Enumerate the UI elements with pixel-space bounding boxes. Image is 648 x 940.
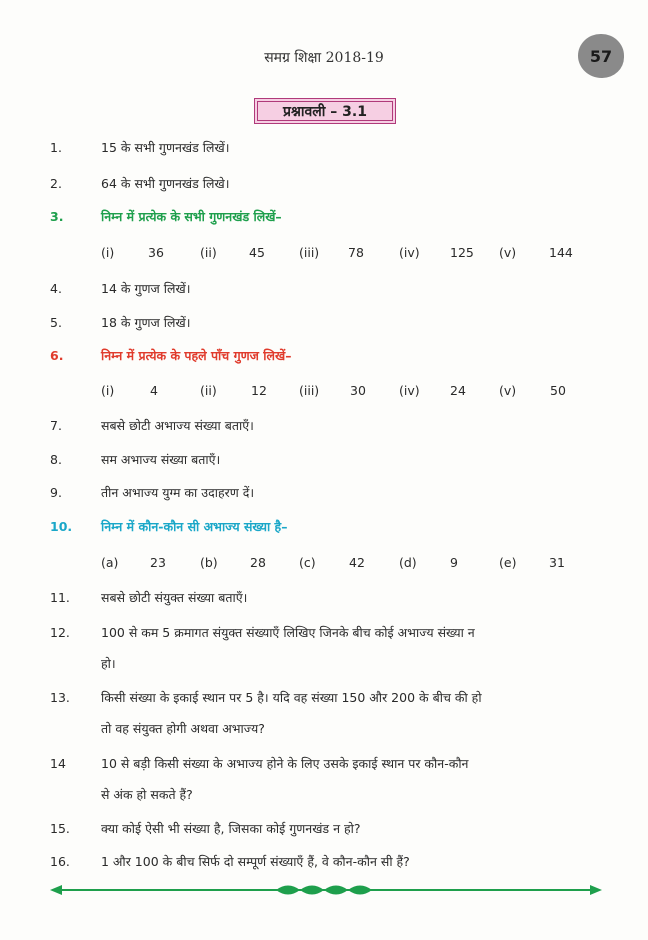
option-value: 23 [150,555,166,570]
option-value: 12 [251,383,267,398]
ornament-icon [276,886,372,895]
question-text-line-1: 100 से कम 5 क्रमागत संयुक्त संख्याएँ लिखिए जिनके बीच कोई अभाज्य संख्या न [101,625,475,640]
option-value: 144 [549,245,573,260]
option-value: 50 [550,383,566,398]
option-value: 24 [450,383,466,398]
question-text-line-2: से अंक हो सकते हैं? [101,787,193,802]
option-label: (iv) [399,245,420,260]
question-text: निम्न में कौन-कौन सी अभाज्य संख्या है– [101,519,288,534]
option-value: 45 [249,245,265,260]
option-label: (i) [101,383,115,398]
question-number: 9. [50,485,62,500]
option-label: (a) [101,555,119,570]
options-q10 [0,555,648,579]
option-label: (i) [101,245,115,260]
question-text: 64 के सभी गुणनखंड लिखे। [101,176,230,191]
question-number: 14 [50,756,66,771]
option-label: (v) [499,383,517,398]
option-value: 125 [450,245,474,260]
question-text: 14 के गुणज लिखें। [101,281,191,296]
question-text-line-1: 10 से बड़ी किसी संख्या के अभाज्य होने के लिए उसके इकाई स्थान पर कौन-कौन [101,756,469,771]
question-text-line-2: तो वह संयुक्त होगी अथवा अभाज्य? [101,721,265,736]
option-value: 42 [349,555,365,570]
question-number: 15. [50,821,70,836]
question-text: तीन अभाज्य युग्म का उदाहरण दें। [101,485,255,500]
option-value: 78 [348,245,364,260]
question-text: 15 के सभी गुणनखंड लिखें। [101,140,230,155]
question-number: 11. [50,590,70,605]
page-number-badge: 57 [578,34,624,78]
question-number: 7. [50,418,62,433]
question-text: सम अभाज्य संख्या बताएँ। [101,452,221,467]
question-number: 12. [50,625,70,640]
question-text: सबसे छोटी संयुक्त संख्या बताएँ। [101,590,248,605]
question-text: सबसे छोटी अभाज्य संख्या बताएँ। [101,418,254,433]
option-label: (ii) [200,383,217,398]
option-label: (b) [200,555,218,570]
question-text: क्या कोई ऐसी भी संख्या है, जिसका कोई गुणनखंड न हो? [101,821,361,836]
option-value: 30 [350,383,366,398]
question-number: 2. [50,176,62,191]
option-label: (v) [499,245,517,260]
option-label: (c) [299,555,316,570]
option-value: 36 [148,245,164,260]
question-number: 5. [50,315,62,330]
question-number: 4. [50,281,62,296]
question-number: 10. [50,519,73,534]
options-q6 [0,383,648,407]
option-label: (d) [399,555,417,570]
option-label: (e) [499,555,517,570]
option-value: 28 [250,555,266,570]
question-text: निम्न में प्रत्येक के सभी गुणनखंड लिखें– [101,209,282,224]
left-arrow-icon [50,885,62,895]
question-text-line-1: किसी संख्या के इकाई स्थान पर 5 है। यदि वह संख्या 150 और 200 के बीच की हो [101,690,482,705]
question-number: 6. [50,348,64,363]
right-arrow-icon [590,885,602,895]
question-number: 3. [50,209,64,224]
option-label: (ii) [200,245,217,260]
option-label: (iii) [299,383,320,398]
question-number: 16. [50,854,70,869]
question-text: 1 और 100 के बीच सिर्फ दो सम्पूर्ण संख्याएँ हैं, वे कौन-कौन सी हैं? [101,854,410,869]
options-q3 [0,245,648,269]
decorative-footer-divider [50,880,602,900]
option-value: 9 [450,555,458,570]
question-text-line-2: हो। [101,656,116,671]
question-number: 1. [50,140,62,155]
question-number: 8. [50,452,62,467]
question-text: 18 के गुणज लिखें। [101,315,191,330]
page-header: समग्र शिक्षा 2018-19 [264,50,384,66]
exercise-title: प्रश्नावली – 3.1 [254,98,396,124]
question-text: निम्न में प्रत्येक के पहले पाँच गुणज लिखें– [101,348,292,363]
question-number: 13. [50,690,70,705]
option-label: (iv) [399,383,420,398]
option-value: 4 [150,383,158,398]
option-label: (iii) [299,245,320,260]
option-value: 31 [549,555,565,570]
